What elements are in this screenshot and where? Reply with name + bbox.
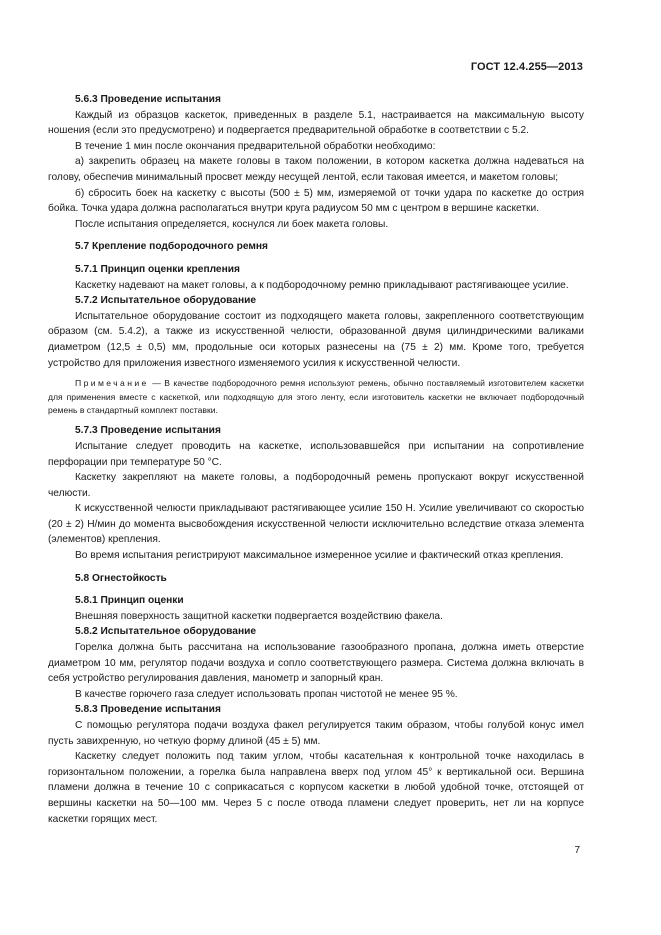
body-paragraph: После испытания определяется, коснулся ли боек макета головы. xyxy=(75,218,389,230)
body-paragraph: Во время испытания регистрируют максимальное измеренное усилие и фактический отказ крепления. xyxy=(75,550,564,562)
page-number: 7 xyxy=(574,845,580,856)
body-paragraph: Горелка должна быть рассчитана на использование газообразного пропана, должна иметь отверстие диаметром 10 мм, регулятор подачи воздуха и сопло соответствующего размера. Система должна включать в себя устройство регулирования давления, манометр и запорный кран. xyxy=(48,642,584,685)
document-body xyxy=(48,92,584,827)
subsection-heading: 5.6.3 Проведение испытания xyxy=(75,94,221,105)
subsection-heading: 5.8.2 Испытательное оборудование xyxy=(75,626,257,638)
body-paragraph: В течение 1 мин после окончания предварительной обработки необходимо: xyxy=(75,140,436,152)
body-paragraph: Каскетку закрепляют на макете головы, а подбородочный ремень пропускают вокруг искусственной челюсти. xyxy=(48,472,584,499)
body-paragraph: Каскетку следует положить под таким углом, чтобы касательная к контрольной точке находилась в горизонтальном положении, а горелка была направлена вверх под углом 45° к вертикальной оси. Вершина пламени должна в течение 10 с соприкасаться с корпусом каскетки в любой удобной точке, отстоящей от вершины каскетки на 50—100 мм. Через 5 с после отвода пламени следует проверить, нет ли на корпусе каскетки горящих мест. xyxy=(48,751,584,825)
body-paragraph: а) закрепить образец на макете головы в таком положении, в котором каскетка должна надеваться на голову, обеспечив минимальный просвет между несущей лентой, если таковая имеется, и макетом головы; xyxy=(48,156,584,183)
body-paragraph: б) сбросить боек на каскетку с высоты (500 ± 5) мм, измеряемой от точки удара по каскетке до острия бойка. Точка удара должна располагаться внутри круга радиусом 50 мм с центром в вершине каскетки. xyxy=(48,187,584,215)
body-paragraph: Каждый из образцов каскеток, приведенных в разделе 5.1, настраивается на максимальную высоту ношения (если это предусмотрено) и подвергается предварительной обработке в соответствии с 5.2. xyxy=(48,109,584,137)
section-heading: 5.7 Крепление подбородочного ремня xyxy=(75,241,268,253)
subsection-heading: 5.7.1 Принцип оценки крепления xyxy=(75,263,240,275)
body-paragraph: Каскетку надевают на макет головы, а к подбородочному ремню прикладывают растягивающее усилие. xyxy=(75,279,569,291)
standard-number: ГОСТ 12.4.255—2013 xyxy=(470,61,583,73)
body-paragraph: Испытательное оборудование состоит из подходящего макета головы, закрепленного соответствующим образом (см. 5.4.2), а также из искусственной челюсти, образованной двумя цилиндрическими валиками диаметром (12,5 ± 0,5) мм, продольные оси которых разнесены на (75 ± 2) мм. Кроме того, требуется устройство для приложения известного изменяемого усилия к искусственной челюсти. xyxy=(48,310,584,369)
body-paragraph: В качестве горючего газа следует использовать пропан чистотой не менее 95 %. xyxy=(75,688,458,700)
subsection-heading: 5.7.3 Проведение испытания xyxy=(75,425,221,437)
section-heading: 5.8 Огнестойкость xyxy=(75,572,167,584)
note-text: — В качестве подбородочного ремня используют ремень, обычно поставляемый изготовителем каскетки для применения вместе с каскеткой, или подходящую для этого ленту, если изготовитель каскетки не включает подбородочный ремень в стандартный комплект поставки. xyxy=(48,378,584,415)
body-paragraph: Испытание следует проводить на каскетке, использовавшейся при испытании на сопротивление перфорации при температуре 50 °С. xyxy=(48,440,584,468)
note xyxy=(48,377,584,417)
subsection-heading: 5.8.3 Проведение испытания xyxy=(75,704,221,716)
body-paragraph: Внешняя поверхность защитной каскетки подвергается воздействию факела. xyxy=(75,610,443,622)
note-label: Примечание xyxy=(75,378,149,389)
subsection-heading: 5.7.2 Испытательное оборудование xyxy=(75,295,257,307)
subsection-heading: 5.8.1 Принцип оценки xyxy=(75,595,184,607)
body-paragraph: С помощью регулятора подачи воздуха факел регулируется таким образом, чтобы голубой конус имел пусть завихренную, но четкую форму длиной (45 ± 5) мм. xyxy=(48,720,584,747)
body-paragraph: К искусственной челюсти прикладывают растягивающее усилие 150 Н. Усилие увеличивают со скоростью (20 ± 2) Н/мин до момента высвобождения искусственной челюсти исключительно вследствие отказа элемента (элементов) крепления. xyxy=(48,503,584,546)
